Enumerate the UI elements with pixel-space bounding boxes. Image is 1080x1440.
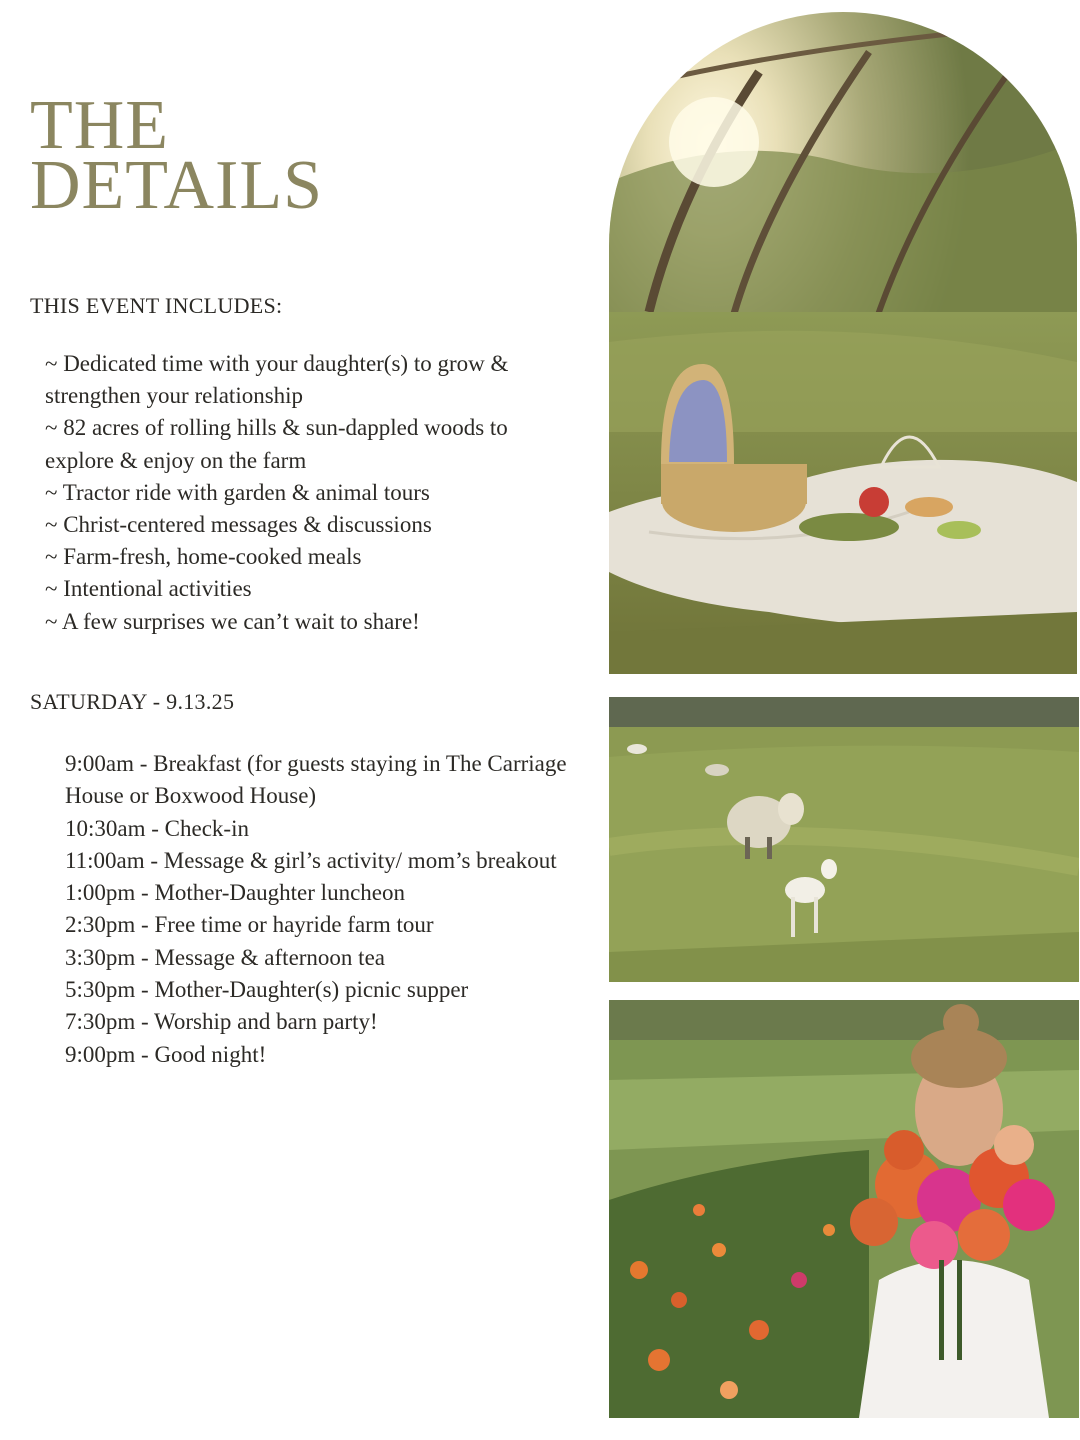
schedule-item: 5:30pm - Mother-Daughter(s) picnic supper <box>65 977 469 1003</box>
includes-item: ~ 82 acres of rolling hills & sun-dappled woods to explore & enjoy on the farm <box>45 415 508 473</box>
includes-item: ~ Christ-centered messages & discussions <box>45 512 432 538</box>
schedule-item: 2:30pm - Free time or hayride farm tour <box>65 912 434 938</box>
includes-heading: THIS EVENT INCLUDES: <box>30 293 283 318</box>
page-title <box>30 87 324 224</box>
schedule-list <box>65 748 575 1071</box>
includes-item: ~ Dedicated time with your daughter(s) to grow & strengthen your relationship <box>45 351 509 409</box>
includes-list <box>45 348 565 638</box>
schedule-item: 11:00am - Message & girl’s activity/ mom’s breakout <box>65 847 557 873</box>
flowers-illustration <box>609 1000 1079 1418</box>
includes-item: ~ Intentional activities <box>45 576 252 602</box>
schedule-item: 7:30pm - Worship and barn party! <box>65 1009 378 1035</box>
includes-item: ~ A few surprises we can’t wait to share! <box>45 608 420 634</box>
picnic-illustration <box>609 12 1077 674</box>
schedule-item: 10:30am - Check-in <box>65 815 249 841</box>
sheep-illustration <box>609 697 1079 982</box>
includes-item: ~ Tractor ride with garden & animal tours <box>45 479 430 505</box>
includes-item: ~ Farm-fresh, home-cooked meals <box>45 544 362 570</box>
flowers-photo <box>609 1000 1079 1418</box>
schedule-item: 1:00pm - Mother-Daughter luncheon <box>65 880 405 906</box>
page-title-line-1: THE <box>30 87 170 164</box>
page-title-line-2: DETAILS <box>30 147 324 224</box>
schedule-item: 3:30pm - Message & afternoon tea <box>65 944 385 970</box>
sheep-photo <box>609 697 1079 982</box>
picnic-photo <box>609 12 1077 674</box>
schedule-heading: SATURDAY - 9.13.25 <box>30 689 235 714</box>
schedule-item: 9:00am - Breakfast (for guests staying in The Carriage House or Boxwood House) <box>65 751 567 809</box>
schedule-item: 9:00pm - Good night! <box>65 1041 267 1067</box>
